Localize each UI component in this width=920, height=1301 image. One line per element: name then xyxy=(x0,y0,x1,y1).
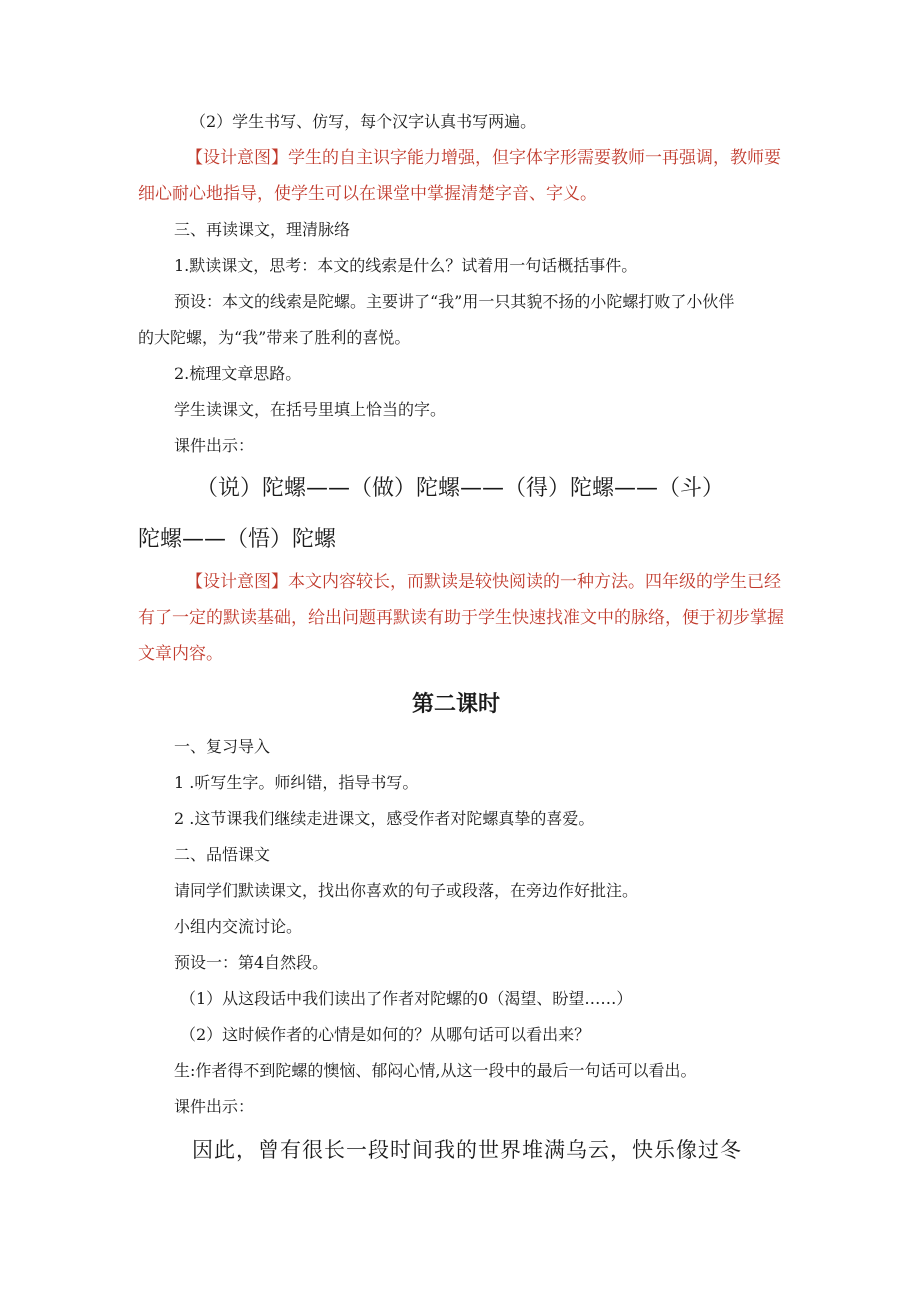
design-intent-tag: 【设计意图】 xyxy=(186,572,288,592)
text-line: 课件出示： xyxy=(174,436,255,455)
section-heading: 三、再读课文，理清脉络 xyxy=(174,220,351,239)
text-line: 2 .这节课我们继续走进课文，感受作者对陀螺真挚的喜爱。 xyxy=(174,809,595,828)
design-intent-paragraph xyxy=(186,148,781,168)
text-line: 生:作者得不到陀螺的懊恼、郁闷心情,从这一段中的最后一句话可以看出。 xyxy=(174,1061,697,1080)
text-line: 预设：本文的线索是陀螺。主要讲了“我”用一只其貌不扬的小陀螺打败了小伙伴 xyxy=(174,292,735,311)
design-intent-tag: 【设计意图】 xyxy=(186,148,288,168)
text-line: 的大陀螺，为“我”带来了胜利的喜悦。 xyxy=(138,328,411,347)
design-intent-text: 学生的自主识字能力增强，但字体字形需要教师一再强调，教师要 xyxy=(288,148,781,168)
text-line: 预设一：第4自然段。 xyxy=(174,953,329,972)
text-line: 有了一定的默读基础，给出问题再默读有助于学生快速找准文中的脉络，便于初步掌握 xyxy=(138,608,784,628)
text-line: 细心耐心地指导，使学生可以在课堂中掌握清楚字音、字义。 xyxy=(138,184,597,204)
courseware-quote: 因此，曾有很长一段时间我的世界堆满乌云，快乐像过冬 xyxy=(192,1138,742,1162)
text-line: 2.梳理文章思路。 xyxy=(174,364,302,383)
text-line: （2）这时候作者的心情是如何的？从哪句话可以看出来？ xyxy=(180,1025,591,1044)
courseware-line: （说）陀螺——（做）陀螺——（得）陀螺——（斗） xyxy=(196,476,725,501)
design-intent-paragraph xyxy=(186,572,781,592)
text-line: 1 .听写生字。师纠错，指导书写。 xyxy=(174,773,419,792)
text-line: （1）从这段话中我们读出了作者对陀螺的0（渴望、盼望……） xyxy=(180,989,633,1008)
section-title: 第二课时 xyxy=(412,692,501,717)
courseware-line: 陀螺——（悟）陀螺 xyxy=(138,527,337,552)
text-line: （2）学生书写、仿写，每个汉字认真书写两遍。 xyxy=(190,112,537,131)
text-line: 1.默读课文，思考：本文的线索是什么？试着用一句话概括事件。 xyxy=(174,256,638,275)
text-line: 课件出示： xyxy=(174,1097,255,1116)
design-intent-text: 本文内容较长，而默读是较快阅读的一种方法。四年级的学生已经 xyxy=(288,572,781,592)
text-line: 文章内容。 xyxy=(138,644,223,664)
text-line: 学生读课文，在括号里填上恰当的字。 xyxy=(174,400,447,419)
section-heading: 二、品悟课文 xyxy=(174,845,271,864)
section-heading: 一、复习导入 xyxy=(174,737,271,756)
text-line: 请同学们默读课文，找出你喜欢的句子或段落，在旁边作好批注。 xyxy=(174,881,639,900)
text-line: 小组内交流讨论。 xyxy=(174,917,303,936)
